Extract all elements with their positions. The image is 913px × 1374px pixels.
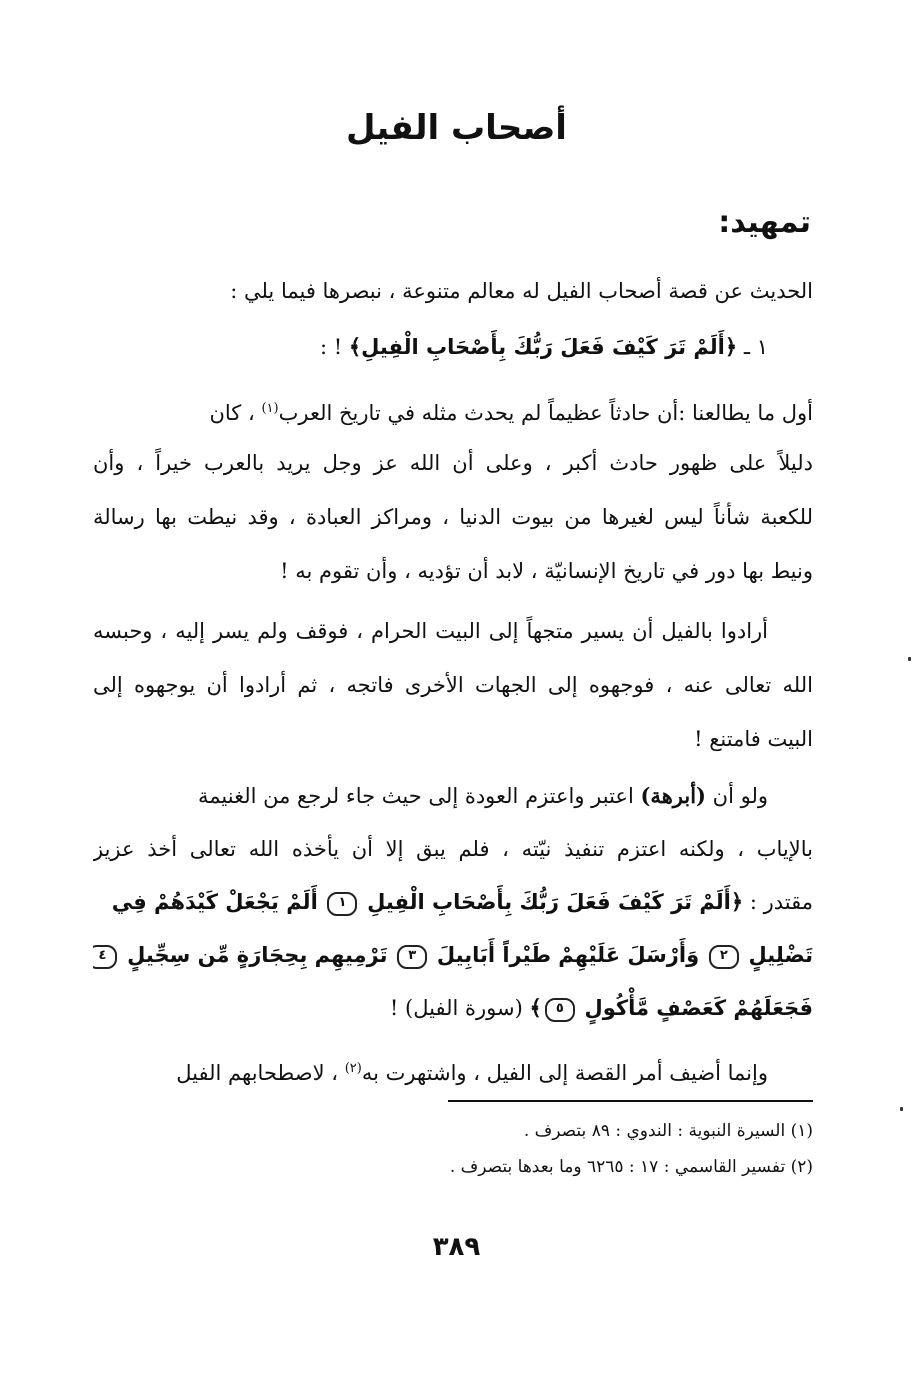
footnote-1: (١) السيرة النبوية : الندوي : ٨٩ بتصرف . xyxy=(523,1121,813,1141)
quran-verse-2-end: تَضْلِيلٍ xyxy=(748,943,813,967)
quran-verse-3: وَأَرْسَلَ عَلَيْهِمْ طَيْراً أَبَابِيلَ xyxy=(436,943,700,967)
quran-verse-1: ﴿أَلَمْ تَرَ كَيْفَ فَعَلَ رَبُّكَ بِأَصْحَابِ الْفِيلِ xyxy=(367,890,744,914)
para3-line2: بالإياب ، ولكنه اعتزم تنفيذ نيّته ، فلم يبق إلا أن يأخذه الله تعالى أخذ عزيز xyxy=(93,837,813,861)
scan-speck xyxy=(900,1107,903,1111)
para1-line1 xyxy=(93,386,813,432)
scan-speck xyxy=(908,657,911,661)
para4-line1 xyxy=(93,1046,768,1092)
intro-line: الحديث عن قصة أصحاب الفيل له معالم متنوعة ، نبصرها فيما يلي : xyxy=(230,279,813,303)
para1-tail: ، كان xyxy=(209,401,255,425)
section-heading: تمهيد: xyxy=(718,205,811,240)
quran-quote: ﴿أَلَمْ تَرَ كَيْفَ فَعَلَ رَبُّكَ بِأَصْحَابِ الْفِيلِ﴾ xyxy=(348,335,738,359)
para3-rest: اعتبر واعتزم العودة إلى حيث جاء لرجع من الغنيمة xyxy=(198,784,634,808)
chapter-title: أصحاب الفيل xyxy=(346,108,567,148)
para2-line3: البيت فامتنع ! xyxy=(694,727,813,751)
point-1-line xyxy=(93,324,768,370)
page-number: ٣٨٩ xyxy=(432,1232,481,1262)
para1-text: أول ما يطالعنا :أن حادثاً عظيماً لم يحدث مثله في تاريخ العرب xyxy=(278,401,813,425)
footnote-separator xyxy=(448,1100,813,1102)
ayah-marker-3: ٣ xyxy=(397,945,427,969)
footnote-2: (٢) تفسير القاسمي : ١٧ : ٦٢٦٥ وما بعدها بتصرف . xyxy=(449,1157,813,1177)
ayah-marker-1: ١ xyxy=(327,892,357,916)
para1-line2: دليلاً على ظهور حادث أكبر ، وعلى أن الله عز وجل يريد بالعرب خيراً ، وأن xyxy=(93,451,813,475)
para3-line1 xyxy=(93,773,768,819)
ayah-marker-5: ٥ xyxy=(545,998,575,1022)
quran-verse-5: فَجَعَلَهُمْ كَعَصْفٍ مَّأْكُولٍ xyxy=(584,996,813,1020)
para2-line2: الله تعالى عنه ، فوجهوه إلى الجهات الأخرى فاتجه ، ثم أرادوا أن يوجهوه إلى xyxy=(93,673,813,697)
footnote-ref-1: (١) xyxy=(261,401,279,416)
surah-source: (سورة الفيل) ! xyxy=(389,996,523,1020)
para3-line3 xyxy=(93,879,813,925)
para3-line4 xyxy=(93,932,813,978)
para3-line5 xyxy=(93,985,813,1031)
para1-line3: للكعبة شأناً ليس لغيرها من بيوت الدنيا ، ومراكز العبادة ، وقد نيطت بها رسالة xyxy=(93,505,813,529)
para3-l3-start: مقتدر : xyxy=(749,890,813,914)
para3-start: ولو أن xyxy=(712,784,768,808)
para4-tail: ، لاصطحابهم الفيل xyxy=(176,1061,338,1085)
quran-verse-4: تَرْمِيهِم بِحِجَارَةٍ مِّن سِجِّيلٍ xyxy=(127,943,388,967)
para1-line4: ونيط بها دور في تاريخ الإنسانيّة ، لابد أن تؤديه ، وأن تقوم به ! xyxy=(280,559,813,583)
para2-line1: أرادوا بالفيل أن يسير متجهاً إلى البيت الحرام ، فوقف ولم يسر إليه ، وحبسه xyxy=(93,619,768,643)
quran-verse-2-start: أَلَمْ يَجْعَلْ كَيْدَهُمْ فِي xyxy=(111,890,318,914)
ayah-marker-4: ٤ xyxy=(93,945,117,969)
ayah-marker-2: ٢ xyxy=(709,945,739,969)
point-after: ! : xyxy=(319,335,343,359)
abraha-name: (أبرهة) xyxy=(640,783,706,808)
point-number: ١ ـ xyxy=(743,335,768,359)
para4-text: وإنما أضيف أمر القصة إلى الفيل ، واشتهرت به xyxy=(361,1061,768,1085)
quran-close-bracket: ﴾ xyxy=(529,996,542,1020)
footnote-ref-2: (٢) xyxy=(344,1061,362,1076)
